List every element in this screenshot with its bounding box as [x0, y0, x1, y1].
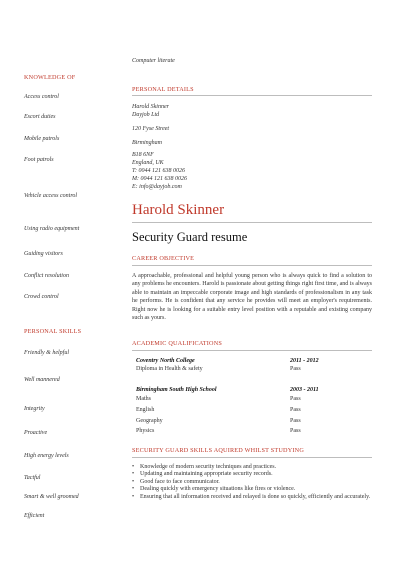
knowledge-item: Using radio equipment [24, 226, 80, 232]
knowledge-item: Guiding visitors [24, 251, 63, 257]
qualification-row [136, 407, 372, 413]
knowledge-item: Conflict resolution [24, 273, 69, 279]
contact-email: E: info@dayjob.com [132, 184, 182, 190]
resume-title: Security Guard resume [132, 230, 248, 244]
knowledge-item: Escort duties [24, 114, 56, 120]
result: Pass [290, 407, 301, 413]
knowledge-item: Foot patrols [24, 157, 54, 163]
divider [132, 222, 372, 223]
divider [132, 95, 372, 96]
subject: Geography [136, 418, 163, 424]
result: Pass [290, 396, 301, 402]
school-years: 2011 - 2012 [290, 358, 319, 364]
personal-skill-item: High energy levels [24, 453, 69, 459]
knowledge-item: Crowd control [24, 294, 59, 300]
qualification-row [136, 428, 372, 434]
school-years: 2003 - 2011 [290, 387, 319, 393]
contact-city: Birmingham [132, 140, 162, 146]
personal-skill-item: Efficient [24, 513, 45, 519]
divider [132, 350, 372, 351]
knowledge-item: Vehicle access control [24, 193, 78, 199]
subject: Physics [136, 428, 155, 434]
left-column [24, 0, 124, 570]
qualification-row [136, 418, 372, 424]
contact-country: England, UK [132, 160, 164, 166]
personal-skill-item: Smart & well groomed [24, 494, 79, 500]
subject: English [136, 407, 155, 413]
personal-skill-item: Well mannered [24, 377, 60, 383]
personal-details-heading: PERSONAL DETAILS [132, 86, 194, 93]
school-name: Coventry North College [136, 358, 195, 364]
skills-list [132, 464, 372, 501]
career-objective-text: A approachable, professional and helpful young person who is always quick to find a solution to any problems he encounters. Harold is passionate about getting things right first time, and is always able to maintain an impeccable corporate image and high standards of professionalism in any task he performs. He is confident that any service he provides will meet an employer's requirements. Right now he is looking for a suitable entry level position with a reputable and existing company such as yours. [132, 273, 372, 322]
result: Pass [290, 428, 301, 434]
skill-item: • Good face to face communicator. [132, 479, 372, 486]
skills-heading: SECURITY GUARD SKILLS AQUIRED WHILST STUDYING [132, 447, 304, 454]
knowledge-item: Access control [24, 94, 59, 100]
resume-name: Harold Skinner [132, 202, 225, 218]
contact-phone-m: M: 0044 121 638 0026 [132, 176, 187, 182]
skill-item: • Updating and maintaining appropriate security records. [132, 471, 372, 478]
personal-skill-item: Integrity [24, 406, 45, 412]
subject: Diploma in Health & safety [136, 366, 203, 372]
skill-item: • Knowledge of modern security techniques and practices. [132, 464, 372, 471]
contact-phone-t: T: 0044 121 638 0026 [132, 168, 186, 174]
result: Pass [290, 418, 301, 424]
qualification-row [136, 366, 372, 372]
subject: Maths [136, 396, 151, 402]
divider [132, 265, 372, 266]
career-objective-heading: CAREER OBJECTIVE [132, 255, 195, 262]
contact-company: Dayjob Ltd [132, 112, 160, 118]
knowledge-item: Mobile patrols [24, 136, 60, 142]
skill-item: • Dealing quickly with emergency situations like fires or violence. [132, 486, 372, 493]
divider [132, 457, 372, 458]
contact-street: 120 Fyse Street [132, 126, 170, 132]
result: Pass [290, 366, 301, 372]
school-row [136, 387, 372, 393]
skill-item: • Ensuring that all information received and relayed is done so quickly, efficiently and accurately. [132, 494, 372, 501]
personal-skill-item: Friendly & helpful [24, 350, 69, 356]
qualification-row [136, 396, 372, 402]
school-row [136, 358, 372, 364]
academic-qualifications-heading: ACADEMIC QUALIFICATIONS [132, 340, 223, 347]
computer-literate-text: Computer literate [132, 58, 175, 64]
contact-name: Harold Skinner [132, 104, 169, 110]
main-column [132, 0, 382, 570]
knowledge-heading: KNOWLEDGE OF [24, 74, 76, 81]
contact-postcode: B18 6NF [132, 152, 154, 158]
school-name: Birmingham South High School [136, 387, 217, 393]
personal-skill-item: Tactful [24, 475, 41, 481]
personal-skill-item: Proactive [24, 430, 48, 436]
personal-skills-heading: PERSONAL SKILLS [24, 328, 82, 335]
